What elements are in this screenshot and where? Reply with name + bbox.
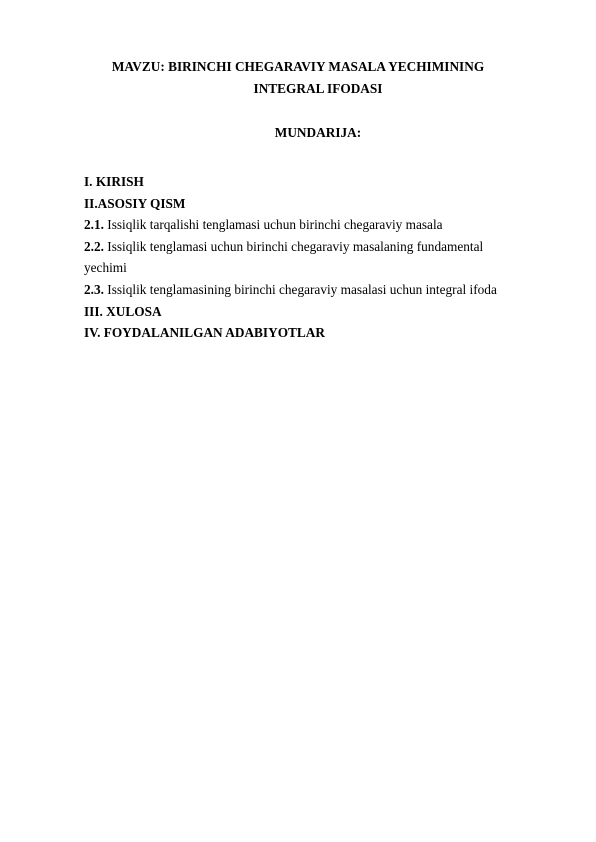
toc-item-conclusion: III. XULOSA <box>84 303 162 319</box>
toc-item-2-1-text: Issiqlik tarqalishi tenglamasi uchun birinchi chegaraviy masala <box>103 217 443 233</box>
toc-item-2-3-text: Issiqlik tenglamasining birinchi chegaraviy masalasi uchun integral ifoda <box>103 281 497 297</box>
toc-item-2-3-number: 2.3. <box>84 281 104 297</box>
toc-item-2-3 <box>84 279 544 301</box>
toc-item-2-2 <box>84 236 544 258</box>
toc-item-2-2-number: 2.2. <box>84 238 104 254</box>
document-title-line-1: MAVZU: BIRINCHI CHEGARAVIY MASALA YECHIMINING <box>111 59 485 74</box>
contents-heading: MUNDARIJA: <box>274 125 362 140</box>
document-title-line-2: INTEGRAL IFODASI <box>253 81 383 96</box>
toc-item-2-1-number: 2.1. <box>84 217 104 233</box>
toc-item-intro: I. KIRISH <box>84 174 144 189</box>
table-of-contents <box>84 171 544 344</box>
toc-item-2-2-continued: yechimi <box>84 260 127 276</box>
toc-item-2-1 <box>84 214 544 236</box>
toc-item-main: II.ASOSIY QISM <box>84 195 186 211</box>
toc-item-references: IV. FOYDALANILGAN ADABIYOTLAR <box>84 325 325 341</box>
toc-item-2-2-text: Issiqlik tenglamasi uchun birinchi chegaraviy masalaning fundamental <box>103 238 484 254</box>
